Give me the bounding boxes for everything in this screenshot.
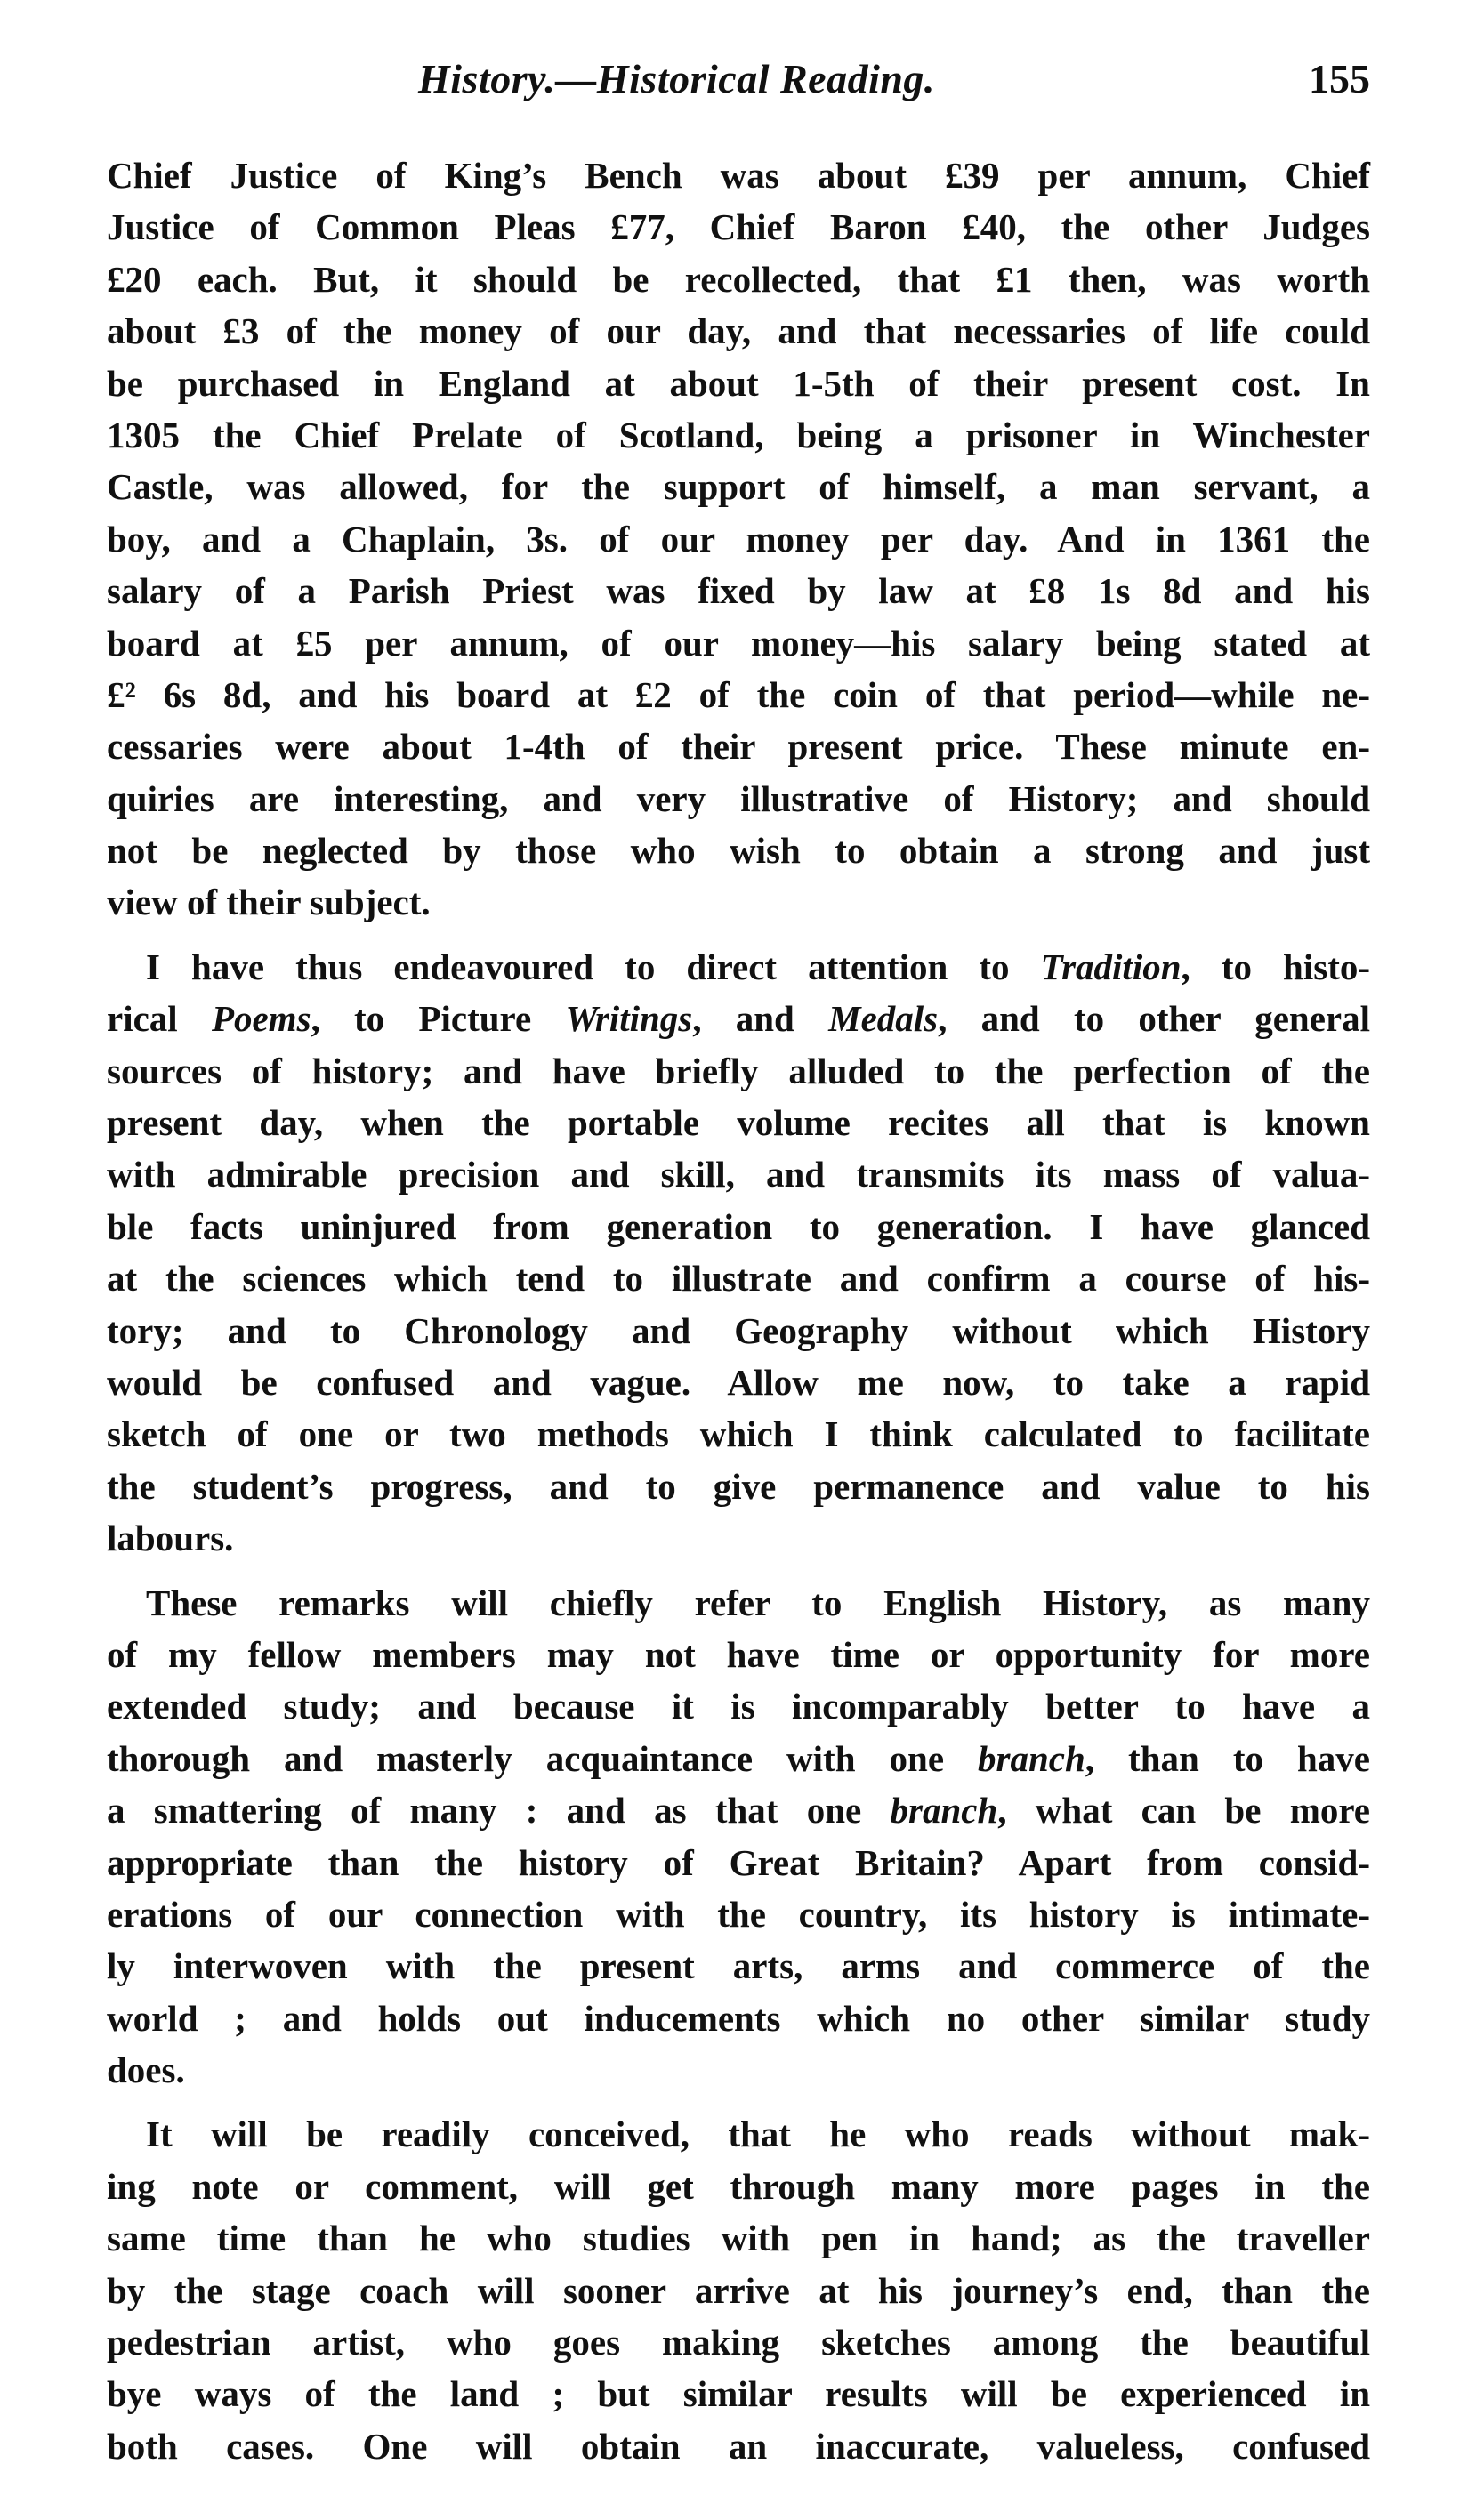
- text-line: I have thus endeavoured to direct attention to Tradition, to histo-: [146, 946, 1371, 987]
- text-line: would be confused and vague. Allow me now, to take a rapid: [107, 1361, 1370, 1403]
- page-number: 155: [1309, 56, 1370, 101]
- text-line: cessaries were about 1-4th of their present price. These minute en-: [107, 726, 1370, 768]
- paragraph: [107, 941, 1370, 1565]
- text-line: quiries are interesting, and very illustrative of History; and should: [107, 777, 1370, 819]
- text-line: view of their subject.: [107, 882, 431, 923]
- text-line: labours.: [107, 1518, 234, 1559]
- text-line: £² 6s 8d, and his board at £2 of the coin of that period—while ne-: [107, 673, 1370, 715]
- text-line: of my fellow members may not have time or opportunity for more: [107, 1633, 1370, 1675]
- text-line: extended study; and because it is incomparably better to have a: [107, 1686, 1370, 1727]
- running-title: History.—Historical Reading.: [418, 56, 935, 101]
- text-line: be purchased in England at about 1-5th of their present cost. In: [107, 362, 1370, 404]
- text-line: boy, and a Chaplain, 3s. of our money per day. And in 1361 the: [107, 518, 1370, 560]
- text-line: about £3 of the money of our day, and that necessaries of life could: [107, 310, 1370, 352]
- text-line: appropriate than the history of Great Britain? Apart from consid-: [107, 1841, 1370, 1883]
- text-line: £20 each. But, it should be recollected, that £1 then, was worth: [107, 258, 1370, 300]
- text-line: erations of our connection with the country, its history is intimate-: [107, 1893, 1370, 1935]
- paragraph: [107, 1577, 1370, 2097]
- page-header: [107, 55, 1370, 117]
- text-line: present day, when the portable volume recites all that is known: [107, 1102, 1370, 1144]
- text-line: rical Poems, to Picture Writings, and Medals, and to other general: [107, 998, 1371, 1040]
- text-line: with admirable precision and skill, and transmits its mass of valua-: [107, 1154, 1370, 1196]
- text-line: the student’s progress, and to give permanence and value to his: [107, 1465, 1370, 1507]
- paragraph: [107, 149, 1370, 929]
- body-text: [107, 149, 1370, 2484]
- text-line: pedestrian artist, who goes making sketches among the beautiful: [107, 2322, 1370, 2363]
- text-line: sources of history; and have briefly alluded to the perfection of the: [107, 1050, 1370, 1091]
- text-line: thorough and masterly acquaintance with one branch, than to have: [107, 1737, 1370, 1779]
- text-line: ing note or comment, will get through many more pages in the: [107, 2165, 1370, 2207]
- text-line: tory; and to Chronology and Geography without which History: [107, 1309, 1370, 1351]
- text-line: a smattering of many : and as that one branch, what can be more: [107, 1790, 1371, 1832]
- text-line: Justice of Common Pleas £77, Chief Baron £40, the other Judges: [107, 206, 1370, 248]
- text-line: It will be readily conceived, that he who reads without mak-: [146, 2113, 1370, 2155]
- text-line: sketch of one or two methods which I think calculated to facilitate: [107, 1413, 1370, 1455]
- text-line: Castle, was allowed, for the support of himself, a man servant, a: [107, 466, 1370, 508]
- text-line: world ; and holds out inducements which no other similar study: [107, 1997, 1370, 2039]
- text-line: These remarks will chiefly refer to English History, as many: [146, 1582, 1370, 1623]
- text-line: salary of a Parish Priest was fixed by law at £8 1s 8d and his: [107, 570, 1370, 612]
- text-line: at the sciences which tend to illustrate and confirm a course of his-: [107, 1258, 1370, 1300]
- text-line: by the stage coach will sooner arrive at his journey’s end, than the: [107, 2269, 1370, 2311]
- paragraph: [107, 2108, 1370, 2472]
- text-line: ly interwoven with the present arts, arms and commerce of the: [107, 1945, 1370, 1987]
- text-line: does.: [107, 2049, 185, 2091]
- text-line: not be neglected by those who wish to obtain a strong and just: [107, 830, 1370, 872]
- text-line: bye ways of the land ; but similar results will be experienced in: [107, 2373, 1370, 2415]
- text-line: both cases. One will obtain an inaccurate, valueless, confused: [107, 2425, 1370, 2467]
- text-line: same time than he who studies with pen in hand; as the traveller: [107, 2218, 1370, 2259]
- text-line: board at £5 per annum, of our money—his salary being stated at: [107, 622, 1370, 664]
- text-line: ble facts uninjured from generation to generation. I have glanced: [107, 1205, 1370, 1247]
- text-line: 1305 the Chief Prelate of Scotland, being a prisoner in Winchester: [107, 414, 1370, 455]
- text-line: Chief Justice of King’s Bench was about £39 per annum, Chief: [107, 155, 1370, 196]
